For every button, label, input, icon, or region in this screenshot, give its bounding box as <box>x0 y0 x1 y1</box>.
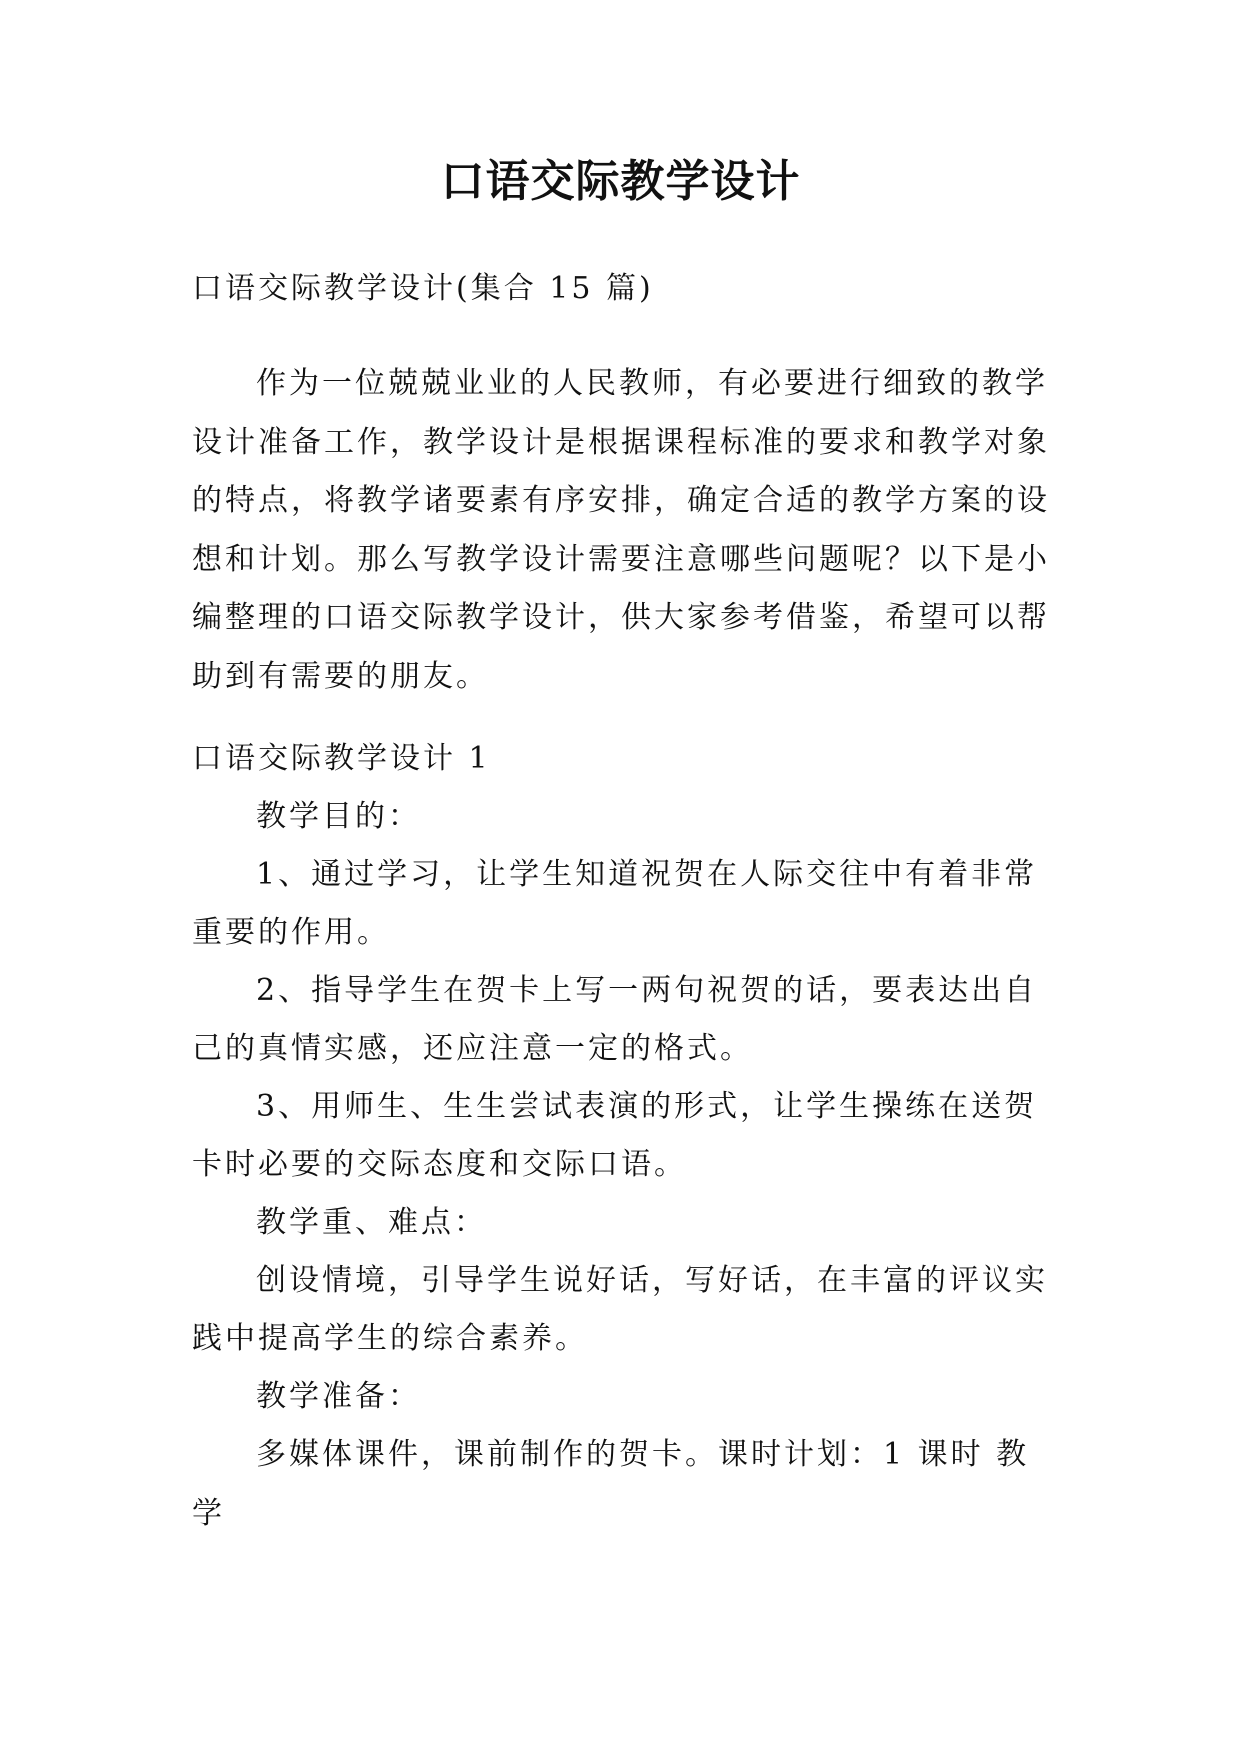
objective-item-2: 2、指导学生在贺卡上写一两句祝贺的话，要表达出自己的真情实感，还应注意一定的格式。 <box>192 973 1038 1066</box>
key-points-label: 教学重、难点： <box>256 1205 487 1240</box>
objectives-label: 教学目的： <box>256 799 421 834</box>
intro-paragraph: 作为一位兢兢业业的人民教师，有必要进行细致的教学设计准备工作，教学设计是根据课程标准的要求和教学对象的特点，将教学诸要素有序安排，确定合适的教学方案的设想和计划。那么写教学设计需要注意哪些问题呢？以下是小编整理的口语交际教学设计，供大家参考借鉴，希望可以帮助到有需要的朋友。 <box>192 366 1050 694</box>
objective-item-1: 1、通过学习，让学生知道祝贺在人际交往中有着非常重要的作用。 <box>192 857 1038 950</box>
document-subtitle: 口语交际教学设计(集合 15 篇) <box>192 271 654 306</box>
preparation-label: 教学准备： <box>256 1379 421 1414</box>
key-points-paragraph: 创设情境，引导学生说好话，写好话，在丰富的评议实践中提高学生的综合素养。 <box>192 1263 1048 1356</box>
document-title: 口语交际教学设计 <box>440 156 801 207</box>
objective-item-3: 3、用师生、生生尝试表演的形式，让学生操练在送贺卡时必要的交际态度和交际口语。 <box>192 1089 1038 1182</box>
section-heading: 口语交际教学设计 1 <box>192 741 491 776</box>
preparation-paragraph: 多媒体课件，课前制作的贺卡。课时计划：1 课时 教学 <box>192 1437 1030 1531</box>
